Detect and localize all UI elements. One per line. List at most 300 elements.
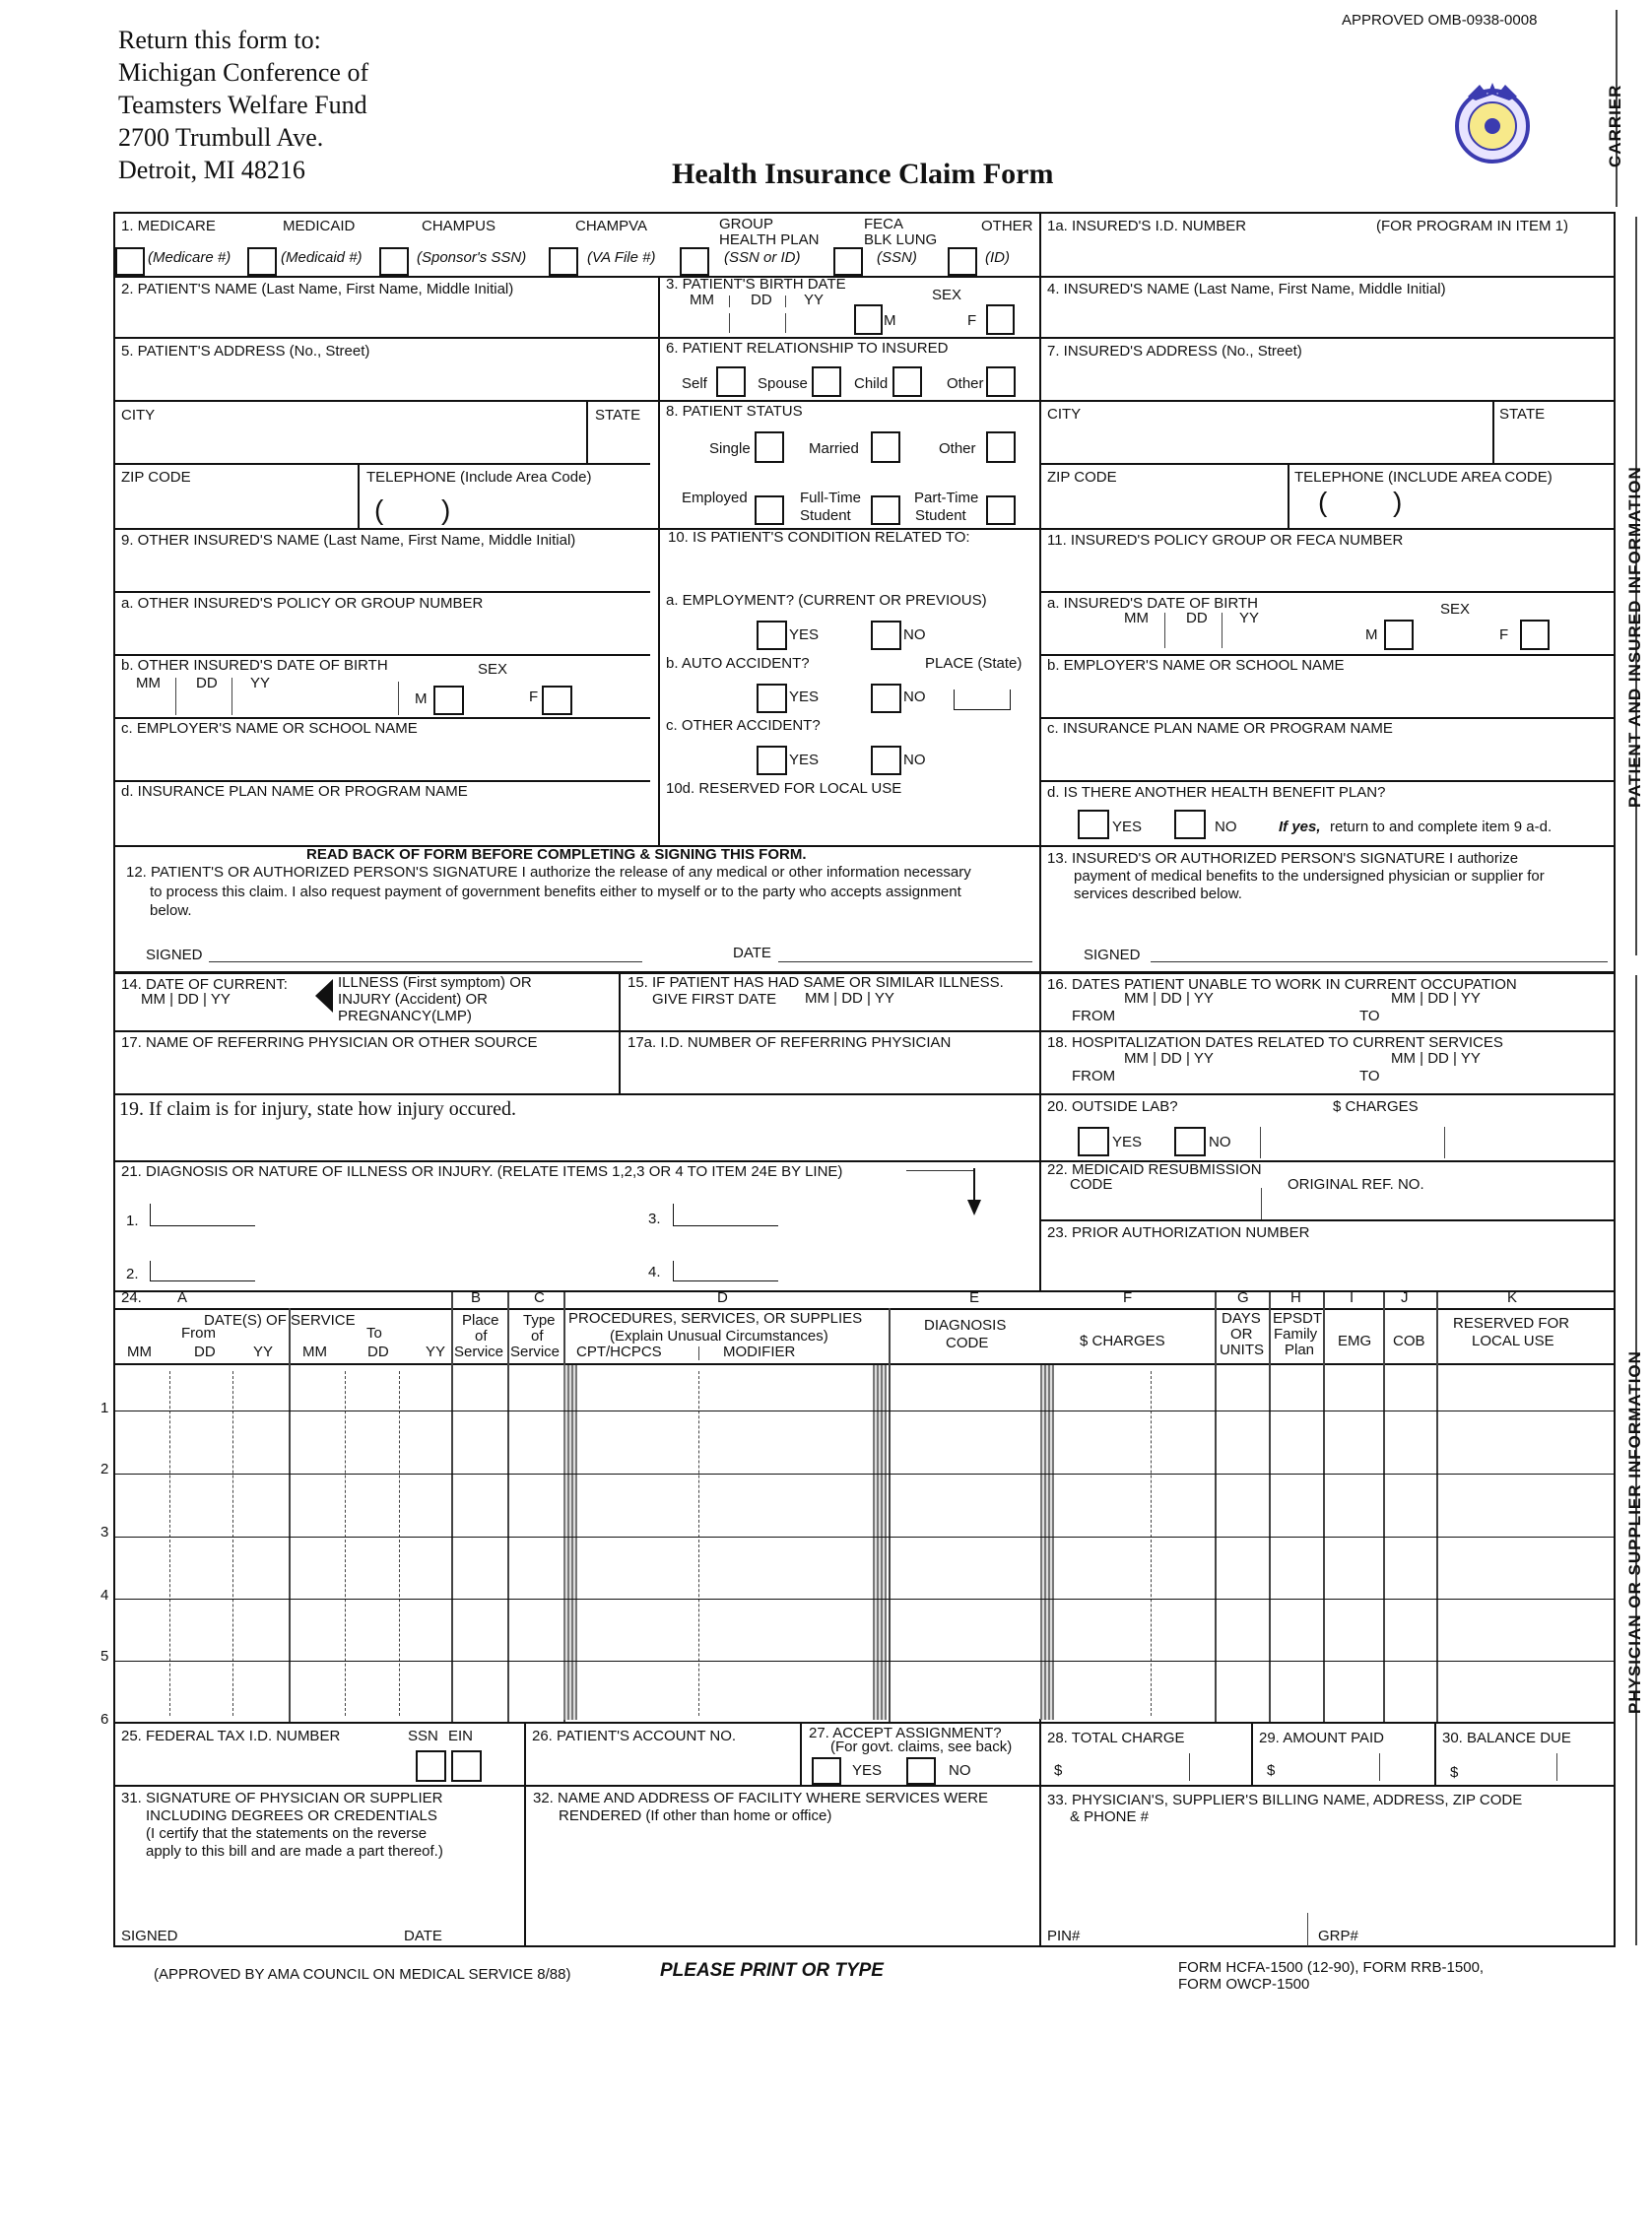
auto-accident-no-checkbox[interactable] [871, 684, 901, 713]
diagnosis-1-number: 1. [126, 1213, 139, 1229]
service-line-2[interactable] [116, 1476, 1612, 1535]
footer-print: PLEASE PRINT OR TYPE [660, 1960, 884, 1981]
item16-mmddyy-to: MM | DD | YY [1391, 990, 1481, 1007]
service-line-number: 3 [100, 1524, 109, 1541]
item8-parttime-student: Student [915, 507, 966, 524]
col-b-letter: B [471, 1289, 482, 1306]
from-yy: YY [253, 1344, 274, 1360]
return-line: 2700 Trumbull Ave. [118, 123, 324, 152]
item33-grp: GRP# [1318, 1928, 1358, 1944]
another-plan-yes-label: YES [1112, 819, 1143, 835]
insured-city-label: CITY [1047, 406, 1082, 423]
paren-open: ( [374, 494, 384, 525]
to-dd: DD [367, 1344, 389, 1360]
diagnosis-4-number: 4. [648, 1264, 661, 1280]
item15-line1: 15. IF PATIENT HAS HAD SAME OR SIMILAR ILLNESS. [628, 974, 1004, 991]
item16-label: 16. DATES PATIENT UNABLE TO WORK IN CURRENT OCCUPATION [1047, 976, 1517, 993]
insured-zip-label: ZIP CODE [1047, 469, 1117, 486]
status-parttime-student-checkbox[interactable] [986, 495, 1016, 525]
insured-city-field[interactable] [1044, 426, 1487, 461]
item9-label: 9. OTHER INSURED'S NAME (Last Name, First Name, Middle Initial) [121, 532, 576, 549]
insured-state-label: STATE [1499, 406, 1546, 423]
item12-line2: to process this claim. I also request payment of government benefits either to myself or to the party who accepts assignment [150, 884, 961, 900]
item26-label: 26. PATIENT'S ACCOUNT NO. [532, 1728, 737, 1744]
other-insured-employer-field[interactable] [118, 741, 650, 778]
item21-arrow-icon [963, 1168, 985, 1220]
other-insured-name-field[interactable] [118, 552, 650, 589]
approved-omb: APPROVED OMB-0938-0008 [1342, 12, 1538, 29]
champva-checkbox[interactable] [549, 247, 578, 276]
item25-label: 25. FEDERAL TAX I.D. NUMBER [121, 1728, 341, 1744]
another-plan-no-label: NO [1215, 819, 1237, 835]
item10c-label: c. OTHER ACCIDENT? [666, 717, 821, 734]
footer-form-1: FORM HCFA-1500 (12-90), FORM RRB-1500, [1178, 1959, 1485, 1976]
item30-label: 30. BALANCE DUE [1442, 1730, 1571, 1746]
auto-accident-no-label: NO [903, 689, 926, 705]
insured-state-field[interactable] [1497, 426, 1608, 461]
col-f-letter: F [1123, 1289, 1133, 1306]
patient-signature-field[interactable] [209, 961, 642, 962]
diagnosis-header-2: CODE [946, 1335, 989, 1351]
total-charge-field[interactable] [1068, 1751, 1245, 1783]
diagnosis-1-field[interactable] [150, 1204, 255, 1226]
facility-address-field[interactable] [530, 1828, 1034, 1942]
item12-line3: below. [150, 902, 192, 919]
item2-label: 2. PATIENT'S NAME (Last Name, First Name, Middle Initial) [121, 281, 514, 297]
auto-accident-yes-label: YES [789, 689, 820, 705]
employment-yes-checkbox[interactable] [757, 621, 787, 650]
item32-line2: RENDERED (If other than home or office) [559, 1807, 832, 1824]
type-header-3: Service [510, 1344, 561, 1360]
item14-line2: INJURY (Accident) OR [338, 991, 488, 1008]
read-back-notice: READ BACK OF FORM BEFORE COMPLETING & SIGNING THIS FORM. [306, 846, 807, 863]
type-header-2: of [531, 1328, 544, 1345]
item11a-f: F [1499, 626, 1509, 643]
insured-id-field[interactable] [1044, 238, 1606, 274]
item11a-yy: YY [1239, 610, 1260, 626]
item33-pin: PIN# [1047, 1928, 1081, 1944]
form-title: Health Insurance Claim Form [672, 158, 1054, 190]
relationship-other-checkbox[interactable] [986, 366, 1016, 397]
to-yy: YY [426, 1344, 446, 1360]
from-dd: DD [194, 1344, 216, 1360]
employment-yes-label: YES [789, 626, 820, 643]
item31-signed-label: SIGNED [121, 1928, 178, 1944]
teamsters-seal-icon [1448, 77, 1537, 165]
item22-orig: ORIGINAL REF. NO. [1288, 1176, 1424, 1193]
item10b-place: PLACE (State) [925, 655, 1023, 672]
referring-physician-field[interactable] [118, 1054, 611, 1091]
service-line-number: 4 [100, 1587, 109, 1604]
item8-parttime: Part-Time [914, 490, 979, 506]
diagnosis-3-number: 3. [648, 1211, 661, 1227]
paren-close: ) [441, 494, 451, 525]
col-c-letter: C [534, 1289, 545, 1306]
patient-name-field[interactable] [118, 300, 650, 335]
item15-mmddyy: MM | DD | YY [805, 990, 894, 1007]
col-g-letter: G [1237, 1289, 1249, 1306]
patient-state-field[interactable] [591, 426, 652, 461]
item11a-mm: MM [1124, 610, 1149, 626]
item32-line1: 32. NAME AND ADDRESS OF FACILITY WHERE SERVICES WERE [533, 1790, 989, 1806]
item13-signed-label: SIGNED [1084, 947, 1141, 963]
item3-f: F [967, 312, 977, 329]
item25-ssn: SSN [408, 1728, 438, 1744]
item16-to: TO [1359, 1008, 1380, 1024]
reserved-local-use-field[interactable] [662, 800, 1034, 843]
item14-pointer-icon [315, 979, 333, 1017]
relationship-spouse-checkbox[interactable] [812, 366, 841, 397]
status-married-checkbox[interactable] [871, 431, 900, 463]
item9b-label: b. OTHER INSURED'S DATE OF BIRTH [121, 657, 388, 674]
item14-line1: ILLNESS (First symptom) OR [338, 974, 532, 991]
epsdt-header-3: Plan [1285, 1342, 1315, 1358]
status-other-checkbox[interactable] [986, 431, 1016, 463]
item1-sub-ssn: (SSN) [877, 249, 917, 266]
item13-line3: services described below. [1074, 886, 1242, 902]
item14-label: 14. DATE OF CURRENT: [121, 976, 288, 993]
patient-sex-m-checkbox[interactable] [854, 304, 883, 335]
insured-zip-field[interactable] [1044, 489, 1281, 526]
insured-name-field[interactable] [1044, 300, 1606, 335]
item11a-m: M [1365, 626, 1378, 643]
charges-header: $ CHARGES [1080, 1333, 1165, 1349]
item23-label: 23. PRIOR AUTHORIZATION NUMBER [1047, 1224, 1310, 1241]
to-header: To [366, 1325, 382, 1342]
carrier-label: CARRIER [1606, 84, 1624, 167]
item8-fulltime-student: Student [800, 507, 851, 524]
group-health-plan-checkbox[interactable] [680, 247, 709, 276]
item31-line3: (I certify that the statements on the reverse [146, 1825, 428, 1842]
champus-checkbox[interactable] [379, 247, 409, 276]
item14-mmddyy: MM | DD | YY [141, 991, 231, 1008]
item1-feca: FECA [864, 216, 904, 232]
diagnosis-header-1: DIAGNOSIS [924, 1317, 1007, 1334]
item17a-label: 17a. I.D. NUMBER OF REFERRING PHYSICIAN [628, 1034, 952, 1051]
patient-city-label: CITY [121, 407, 156, 424]
accept-assignment-yes-label: YES [852, 1762, 883, 1779]
item19-label: 19. If claim is for injury, state how injury occured. [119, 1098, 517, 1120]
item1-champva: CHAMPVA [575, 218, 648, 234]
item1-health-plan: HEALTH PLAN [719, 231, 820, 248]
days-header-2: OR [1230, 1326, 1253, 1343]
paren-close: ) [1393, 487, 1403, 517]
insured-signature-field[interactable] [1151, 961, 1608, 962]
cob-header: COB [1393, 1333, 1425, 1349]
insured-plan-name-field[interactable] [1044, 741, 1606, 778]
patient-insured-label: PATIENT AND INSURED INFORMATION [1625, 466, 1644, 808]
item1-champus: CHAMPUS [422, 218, 496, 234]
item6-self: Self [682, 375, 707, 392]
item18-mmddyy-from: MM | DD | YY [1124, 1050, 1214, 1067]
item27-line1: 27. ACCEPT ASSIGNMENT? [809, 1725, 1002, 1741]
col-a-letter: A [177, 1289, 188, 1306]
item13-line2: payment of medical benefits to the undersigned physician or supplier for [1074, 868, 1545, 885]
billing-info-field[interactable] [1044, 1830, 1606, 1921]
return-line: Teamsters Welfare Fund [118, 91, 367, 119]
patient-signature-date-field[interactable] [778, 961, 1032, 962]
relationship-self-checkbox[interactable] [716, 366, 746, 397]
another-plan-no-checkbox[interactable] [1174, 810, 1206, 839]
status-employed-checkbox[interactable] [755, 495, 784, 525]
col-d-letter: D [717, 1289, 728, 1306]
item11d-ifyes: If yes, [1279, 819, 1321, 835]
item6-label: 6. PATIENT RELATIONSHIP TO INSURED [666, 340, 949, 357]
insured-address-field[interactable] [1044, 362, 1606, 398]
diagnosis-2-number: 2. [126, 1266, 139, 1282]
item8-label: 8. PATIENT STATUS [666, 403, 803, 420]
item3-dd: DD [751, 292, 772, 308]
item11d-ifyes-rest: return to and complete item 9 a-d. [1330, 819, 1553, 835]
insured-policy-group-field[interactable] [1044, 552, 1606, 589]
accept-assignment-no-label: NO [949, 1762, 971, 1779]
item8-married: Married [809, 440, 859, 457]
patient-telephone-label: TELEPHONE (Include Area Code) [366, 469, 592, 486]
item8-employed: Employed [682, 490, 748, 506]
amount-paid-field[interactable] [1281, 1751, 1428, 1783]
col-h-letter: H [1290, 1289, 1301, 1306]
tax-id-ein-checkbox[interactable] [451, 1750, 482, 1782]
balance-due-field[interactable] [1464, 1751, 1608, 1783]
patient-state-label: STATE [595, 407, 641, 424]
service-line-number: 5 [100, 1648, 109, 1665]
item20-label: 20. OUTSIDE LAB? [1047, 1098, 1178, 1115]
return-line: Michigan Conference of [118, 58, 369, 87]
item24-num: 24. [121, 1289, 142, 1306]
item13-line1: 13. INSURED'S OR AUTHORIZED PERSON'S SIGNATURE I authorize [1047, 850, 1519, 867]
item5-label: 5. PATIENT'S ADDRESS (No., Street) [121, 343, 370, 360]
patient-zip-label: ZIP CODE [121, 469, 191, 486]
auto-accident-state-field[interactable] [954, 689, 1011, 710]
days-header-1: DAYS [1222, 1310, 1261, 1327]
item1-other: OTHER [981, 218, 1033, 234]
item33-line1: 33. PHYSICIAN'S, SUPPLIER'S BILLING NAME, ADDRESS, ZIP CODE [1047, 1792, 1523, 1808]
patient-city-field[interactable] [118, 426, 581, 461]
service-line-1[interactable] [116, 1412, 1612, 1472]
referring-physician-id-field[interactable] [625, 1054, 1034, 1091]
item9b-mm: MM [136, 675, 161, 691]
item3-label: 3. PATIENT'S BIRTH DATE [666, 276, 846, 293]
other-accident-no-label: NO [903, 752, 926, 768]
item27-line2: (For govt. claims, see back) [830, 1739, 1013, 1755]
item25-ein: EIN [448, 1728, 474, 1744]
item6-other: Other [947, 375, 984, 392]
physician-signature-field[interactable] [118, 1864, 520, 1925]
item7-label: 7. INSURED'S ADDRESS (No., Street) [1047, 343, 1302, 360]
item11-label: 11. INSURED'S POLICY GROUP OR FECA NUMBER [1047, 532, 1404, 549]
item3-m: M [884, 312, 896, 329]
item22-line2: CODE [1070, 1176, 1113, 1193]
other-insured-sex-f-checkbox[interactable] [542, 686, 572, 715]
feca-checkbox[interactable] [833, 247, 863, 276]
other-program-checkbox[interactable] [948, 247, 977, 276]
item3-mm: MM [690, 292, 714, 308]
item9a-label: a. OTHER INSURED'S POLICY OR GROUP NUMBER [121, 595, 484, 612]
item18-from: FROM [1072, 1068, 1116, 1084]
from-mm: MM [127, 1344, 152, 1360]
return-line: Detroit, MI 48216 [118, 156, 305, 184]
item1a-label: 1a. INSURED'S I.D. NUMBER [1047, 218, 1247, 234]
item10b-label: b. AUTO ACCIDENT? [666, 655, 810, 672]
medicaid-checkbox[interactable] [247, 247, 277, 276]
col-j-letter: J [1401, 1289, 1409, 1306]
item31-line1: 31. SIGNATURE OF PHYSICIAN OR SUPPLIER [121, 1790, 443, 1806]
place-header-2: of [475, 1328, 488, 1345]
return-address [118, 24, 368, 186]
patient-address-field[interactable] [118, 362, 650, 398]
diagnosis-4-field[interactable] [673, 1261, 778, 1281]
item9b-yy: YY [250, 675, 271, 691]
modifier-header: MODIFIER [723, 1344, 796, 1360]
col-k-letter: K [1507, 1289, 1518, 1306]
footer-form-2: FORM OWCP-1500 [1178, 1976, 1310, 1993]
item29-label: 29. AMOUNT PAID [1259, 1730, 1384, 1746]
item29-dollar: $ [1267, 1762, 1276, 1779]
to-mm: MM [302, 1344, 327, 1360]
item28-dollar: $ [1054, 1762, 1063, 1779]
relationship-child-checkbox[interactable] [892, 366, 922, 397]
service-line-3[interactable] [116, 1539, 1612, 1597]
outside-lab-no-checkbox[interactable] [1174, 1127, 1206, 1156]
insured-sex-f-checkbox[interactable] [1520, 620, 1550, 650]
item9b-sex: SEX [478, 661, 508, 678]
outside-lab-yes-label: YES [1112, 1134, 1143, 1150]
item6-spouse: Spouse [758, 375, 808, 392]
item31-line2: INCLUDING DEGREES OR CREDENTIALS [146, 1807, 437, 1824]
service-line-number: 2 [100, 1461, 109, 1477]
injury-description-field[interactable] [118, 1123, 1034, 1158]
item9b-f: F [529, 689, 539, 705]
item11d-label: d. IS THERE ANOTHER HEALTH BENEFIT PLAN? [1047, 784, 1386, 801]
days-header-3: UNITS [1220, 1342, 1264, 1358]
employment-no-checkbox[interactable] [871, 621, 901, 650]
medicare-checkbox[interactable] [115, 247, 145, 276]
status-fulltime-student-checkbox[interactable] [871, 495, 900, 525]
return-line: Return this form to: [118, 26, 321, 54]
outside-lab-no-label: NO [1209, 1134, 1231, 1150]
item1-group: GROUP [719, 216, 774, 232]
item18-label: 18. HOSPITALIZATION DATES RELATED TO CURRENT SERVICES [1047, 1034, 1503, 1051]
item18-mmddyy-to: MM | DD | YY [1391, 1050, 1481, 1067]
other-insured-sex-m-checkbox[interactable] [433, 686, 464, 715]
item33-line2: & PHONE # [1070, 1808, 1150, 1825]
service-line-5[interactable] [116, 1663, 1612, 1720]
insured-employer-field[interactable] [1044, 678, 1606, 715]
status-single-checkbox[interactable] [755, 431, 784, 463]
item3-sex: SEX [932, 287, 962, 303]
service-line-number: 1 [100, 1400, 109, 1416]
item1-sub-ssn-id: (SSN or ID) [724, 249, 801, 266]
item21-label: 21. DIAGNOSIS OR NATURE OF ILLNESS OR INJURY. (RELATE ITEMS 1,2,3 OR 4 TO ITEM 24E BY LINE) [121, 1163, 843, 1180]
item11a-label: a. INSURED'S DATE OF BIRTH [1047, 595, 1259, 612]
item6-child: Child [854, 375, 889, 392]
item8-single: Single [709, 440, 751, 457]
accept-assignment-yes-checkbox[interactable] [812, 1757, 841, 1785]
item10d-label: 10d. RESERVED FOR LOCAL USE [666, 780, 902, 797]
other-insured-plan-field[interactable] [118, 804, 650, 843]
item11a-dd: DD [1186, 610, 1208, 626]
item9b-dd: DD [196, 675, 218, 691]
reserved-header-1: RESERVED FOR [1453, 1315, 1570, 1332]
epsdt-header-1: EPSDT [1273, 1310, 1323, 1327]
insured-telephone-label: TELEPHONE (INCLUDE AREA CODE) [1294, 469, 1553, 486]
service-line-number: 6 [100, 1711, 109, 1728]
other-accident-no-checkbox[interactable] [871, 746, 901, 775]
item20-charges: $ CHARGES [1333, 1098, 1419, 1115]
item11b-label: b. EMPLOYER'S NAME OR SCHOOL NAME [1047, 657, 1345, 674]
diagnosis-2-field[interactable] [150, 1261, 255, 1281]
item3-yy: YY [804, 292, 825, 308]
item11a-sex: SEX [1440, 601, 1471, 618]
item1-sub-medicaid: (Medicaid #) [281, 249, 363, 266]
other-insured-policy-field[interactable] [118, 615, 650, 652]
paren-open: ( [1318, 487, 1328, 517]
item28-label: 28. TOTAL CHARGE [1047, 1730, 1185, 1746]
tax-id-ssn-checkbox[interactable] [416, 1750, 446, 1782]
patient-sex-f-checkbox[interactable] [986, 304, 1015, 335]
item9c-label: c. EMPLOYER'S NAME OR SCHOOL NAME [121, 720, 418, 737]
patient-telephone-field[interactable] [364, 489, 645, 526]
dates-of-service-header: DATE(S) OF SERVICE [204, 1312, 356, 1329]
item9b-m: M [415, 690, 428, 707]
patient-zip-field[interactable] [118, 489, 353, 526]
other-accident-yes-checkbox[interactable] [757, 746, 787, 775]
item16-mmddyy-from: MM | DD | YY [1124, 990, 1214, 1007]
employment-no-label: NO [903, 626, 926, 643]
item12-signed-label: SIGNED [146, 947, 203, 963]
place-header-1: Place [462, 1312, 499, 1329]
item8-other: Other [939, 440, 976, 457]
emg-header: EMG [1338, 1333, 1372, 1349]
type-header-1: Type [523, 1312, 556, 1329]
reserved-header-2: LOCAL USE [1472, 1333, 1554, 1349]
prior-authorization-field[interactable] [1044, 1243, 1606, 1288]
item9d-label: d. INSURANCE PLAN NAME OR PROGRAM NAME [121, 783, 468, 800]
federal-tax-id-field[interactable] [118, 1748, 404, 1782]
item1a-note: (FOR PROGRAM IN ITEM 1) [1376, 218, 1568, 234]
item10a-label: a. EMPLOYMENT? (CURRENT OR PREVIOUS) [666, 592, 987, 609]
item31-date-label: DATE [404, 1928, 442, 1944]
item1-blk-lung: BLK LUNG [864, 231, 938, 248]
item10-label: 10. IS PATIENT'S CONDITION RELATED TO: [668, 529, 970, 546]
place-header-3: Service [454, 1344, 504, 1360]
service-line-4[interactable] [116, 1601, 1612, 1659]
diagnosis-3-field[interactable] [673, 1204, 778, 1226]
footer-ama: (APPROVED BY AMA COUNCIL ON MEDICAL SERVICE 8/88) [154, 1966, 571, 1983]
item1-label: 1. MEDICARE [121, 218, 216, 234]
insured-sex-m-checkbox[interactable] [1384, 620, 1414, 650]
col-e-letter: E [969, 1289, 980, 1306]
insured-telephone-field[interactable] [1292, 489, 1608, 526]
item16-from: FROM [1072, 1008, 1116, 1024]
item1-medicaid: MEDICAID [283, 218, 356, 234]
item31-line4: apply to this bill and are made a part thereof.) [146, 1843, 443, 1860]
another-plan-yes-checkbox[interactable] [1078, 810, 1109, 839]
item14-line3: PREGNANCY(LMP) [338, 1008, 472, 1024]
item8-fulltime: Full-Time [800, 490, 861, 506]
accept-assignment-no-checkbox[interactable] [906, 1757, 936, 1785]
item11c-label: c. INSURANCE PLAN NAME OR PROGRAM NAME [1047, 720, 1393, 737]
medicaid-resubmission-field[interactable] [1044, 1192, 1257, 1217]
cpt-header: CPT/HCPCS [576, 1344, 662, 1360]
item4-label: 4. INSURED'S NAME (Last Name, First Name, Middle Initial) [1047, 281, 1446, 297]
patient-account-field[interactable] [530, 1748, 796, 1782]
item12-date-label: DATE [733, 945, 771, 961]
item17-label: 17. NAME OF REFERRING PHYSICIAN OR OTHER SOURCE [121, 1034, 538, 1051]
auto-accident-yes-checkbox[interactable] [757, 684, 787, 713]
outside-lab-yes-checkbox[interactable] [1078, 1127, 1109, 1156]
procedures-sub: (Explain Unusual Circumstances) [610, 1328, 828, 1345]
